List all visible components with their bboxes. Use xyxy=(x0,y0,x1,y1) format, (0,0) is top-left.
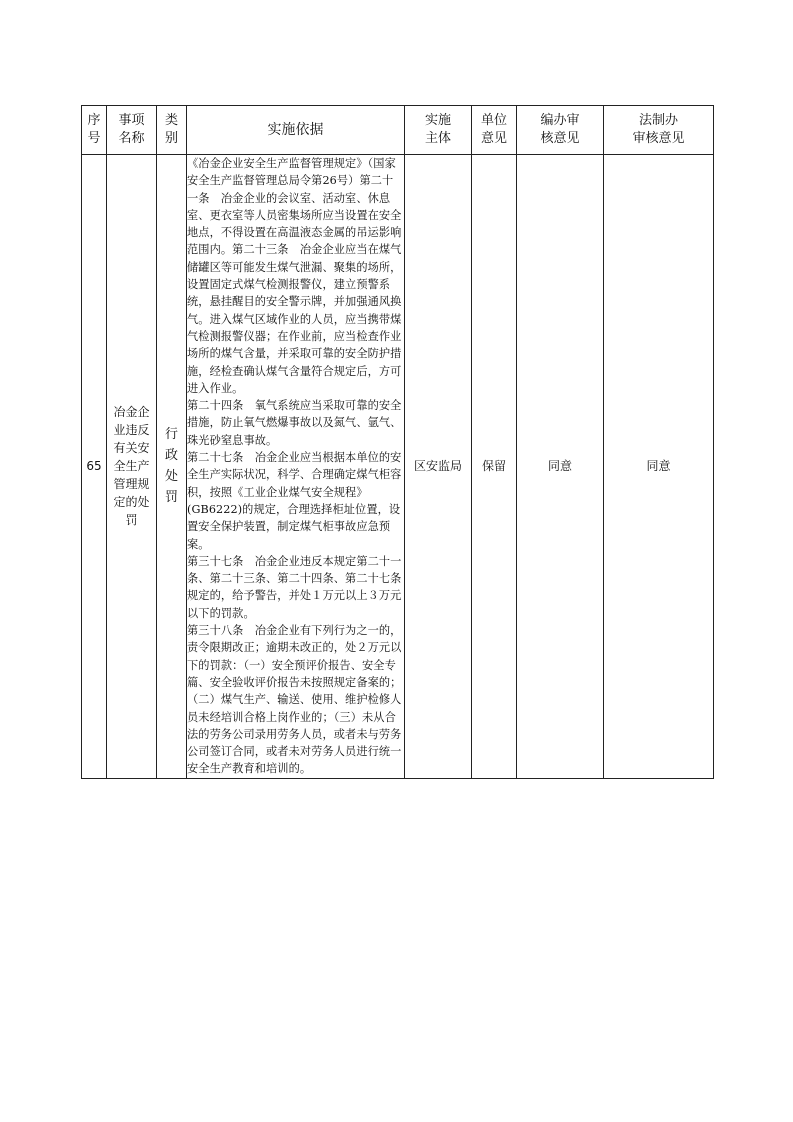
row-item-name: 冶金企 业违反 有关安 全生产 管理规 定的处 罚 xyxy=(107,155,157,779)
basis-paragraph: 第三十七条 冶金企业违反本规定第二十一条、第二十三条、第二十四条、第二十七条规定的，给予警告，并处１万元以上３万元以下的罚款。 xyxy=(187,554,402,620)
row-category: 行 政 处 罚 xyxy=(157,155,187,779)
row-seq: 65 xyxy=(82,155,107,779)
row-implementer: 区安监局 xyxy=(405,155,472,779)
review-table xyxy=(81,105,714,779)
basis-paragraph: 《冶金企业安全生产监督管理规定》（国家安全生产监督管理总局令第26号）第二十一条 冶金企业的会议室、活动室、休息室、更衣室等人员密集场所应当设置在安全地点，不得设置在高温液态金属的吊运影响范围内。第二十三条 冶金企业应当在煤气储罐区等可能发生煤气泄漏、聚集的场所，设置固定式煤气检测报警仪，建立预警系统，悬挂醒目的安全警示牌，并加强通风换气。进入煤气区域作业的人员，应当携带煤气检测报警仪器；在作业前，应当检查作业场所的煤气含量，并采取可靠的安全防护措施，经检查确认煤气含量符合规定后，方可进入作业。 xyxy=(187,157,402,395)
basis-paragraph: 第二十四条 氧气系统应当采取可靠的安全措施，防止氧气燃爆事故以及氮气、氩气、珠光砂窒息事故。 xyxy=(187,399,402,447)
header-office-review: 编办审 核意见 xyxy=(517,106,604,155)
row-unit-opinion: 保留 xyxy=(472,155,517,779)
header-legal-review: 法制办 审核意见 xyxy=(604,106,714,155)
header-category: 类 别 xyxy=(157,106,187,155)
basis-paragraph: 第二十七条 冶金企业应当根据本单位的安全生产实际状况，科学、合理确定煤气柜容积，按照《工业企业煤气安全规程》(GB6222)的规定，合理选择柜址位置，设置安全保护装置，制定煤气柜事故应急预案。 xyxy=(187,451,402,551)
header-implementer: 实施 主体 xyxy=(405,106,472,155)
table-header-row xyxy=(82,106,714,155)
row-legal-review: 同意 xyxy=(604,155,714,779)
row-office-review: 同意 xyxy=(517,155,604,779)
header-basis: 实施依据 xyxy=(187,106,405,155)
header-unit-opinion: 单位 意见 xyxy=(472,106,517,155)
basis-paragraph: 第三十八条 冶金企业有下列行为之一的，责令限期改正；逾期未改正的，处２万元以下的罚款：（一）安全预评价报告、安全专篇、安全验收评价报告未按照规定备案的；（二）煤气生产、输送、使用、维护检修人员未经培训合格上岗作业的；（三）未从合法的劳务公司录用劳务人员，或者未与劳务公司签订合同，或者未对劳务人员进行统一安全生产教育和培训的。 xyxy=(187,624,402,776)
row-basis xyxy=(187,155,405,779)
header-seq: 序 号 xyxy=(82,106,107,155)
table-row xyxy=(82,155,714,779)
header-name: 事项 名称 xyxy=(107,106,157,155)
